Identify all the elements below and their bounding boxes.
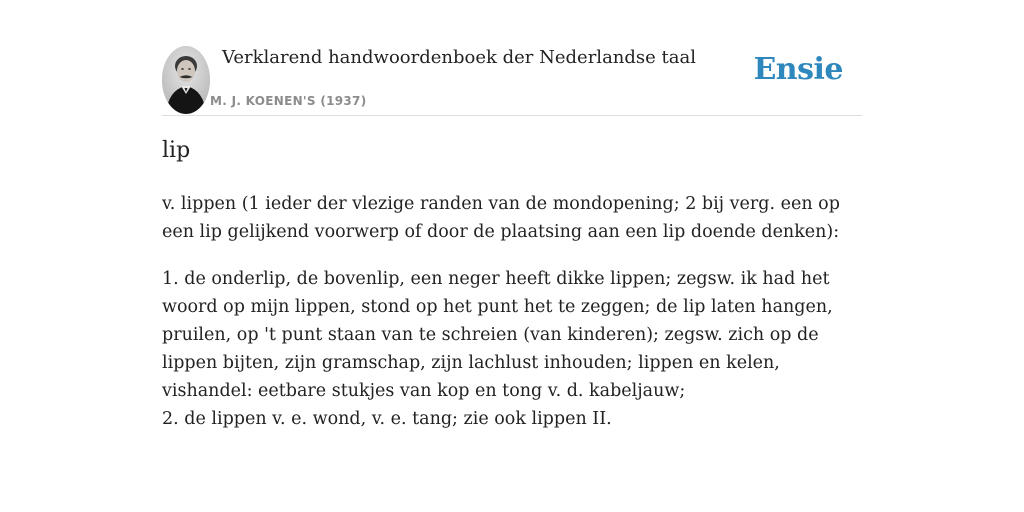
book-title: Verklarend handwoordenboek der Nederlandse taal — [222, 47, 696, 68]
site-header — [162, 44, 862, 116]
entry-headword: lip — [162, 138, 191, 163]
definition-sense-1: 1. de onderlip, de bovenlip, een neger heeft dikke lippen; zegsw. ik had het woord op mijn lippen, stond op het punt het te zeggen; de lip laten hangen, pruilen, op 't punt staan van te schreien (van kinderen); zegsw. zich op de lippen bijten, zijn gramschap, zijn lachlust inhouden; lippen en kelen, vishandel: eetbare stukjes van kop en tong v. d. kabeljauw; — [162, 268, 833, 401]
author-portrait — [162, 46, 210, 114]
definition-intro: v. lippen (1 ieder der vlezige randen van de mondopening; 2 bij verg. een op een lip gelijkend voorwerp of door de plaatsing aan een lip doende denken): — [162, 193, 840, 242]
entry-content — [162, 136, 862, 433]
entry-definition — [162, 190, 862, 433]
brand-logo-link[interactable]: Ensie — [753, 52, 843, 87]
author-portrait-image — [162, 46, 210, 114]
definition-sense-2: 2. de lippen v. e. wond, v. e. tang; zie ook lippen II. — [162, 408, 612, 429]
book-author: M. J. KOENEN'S (1937) — [210, 94, 367, 108]
